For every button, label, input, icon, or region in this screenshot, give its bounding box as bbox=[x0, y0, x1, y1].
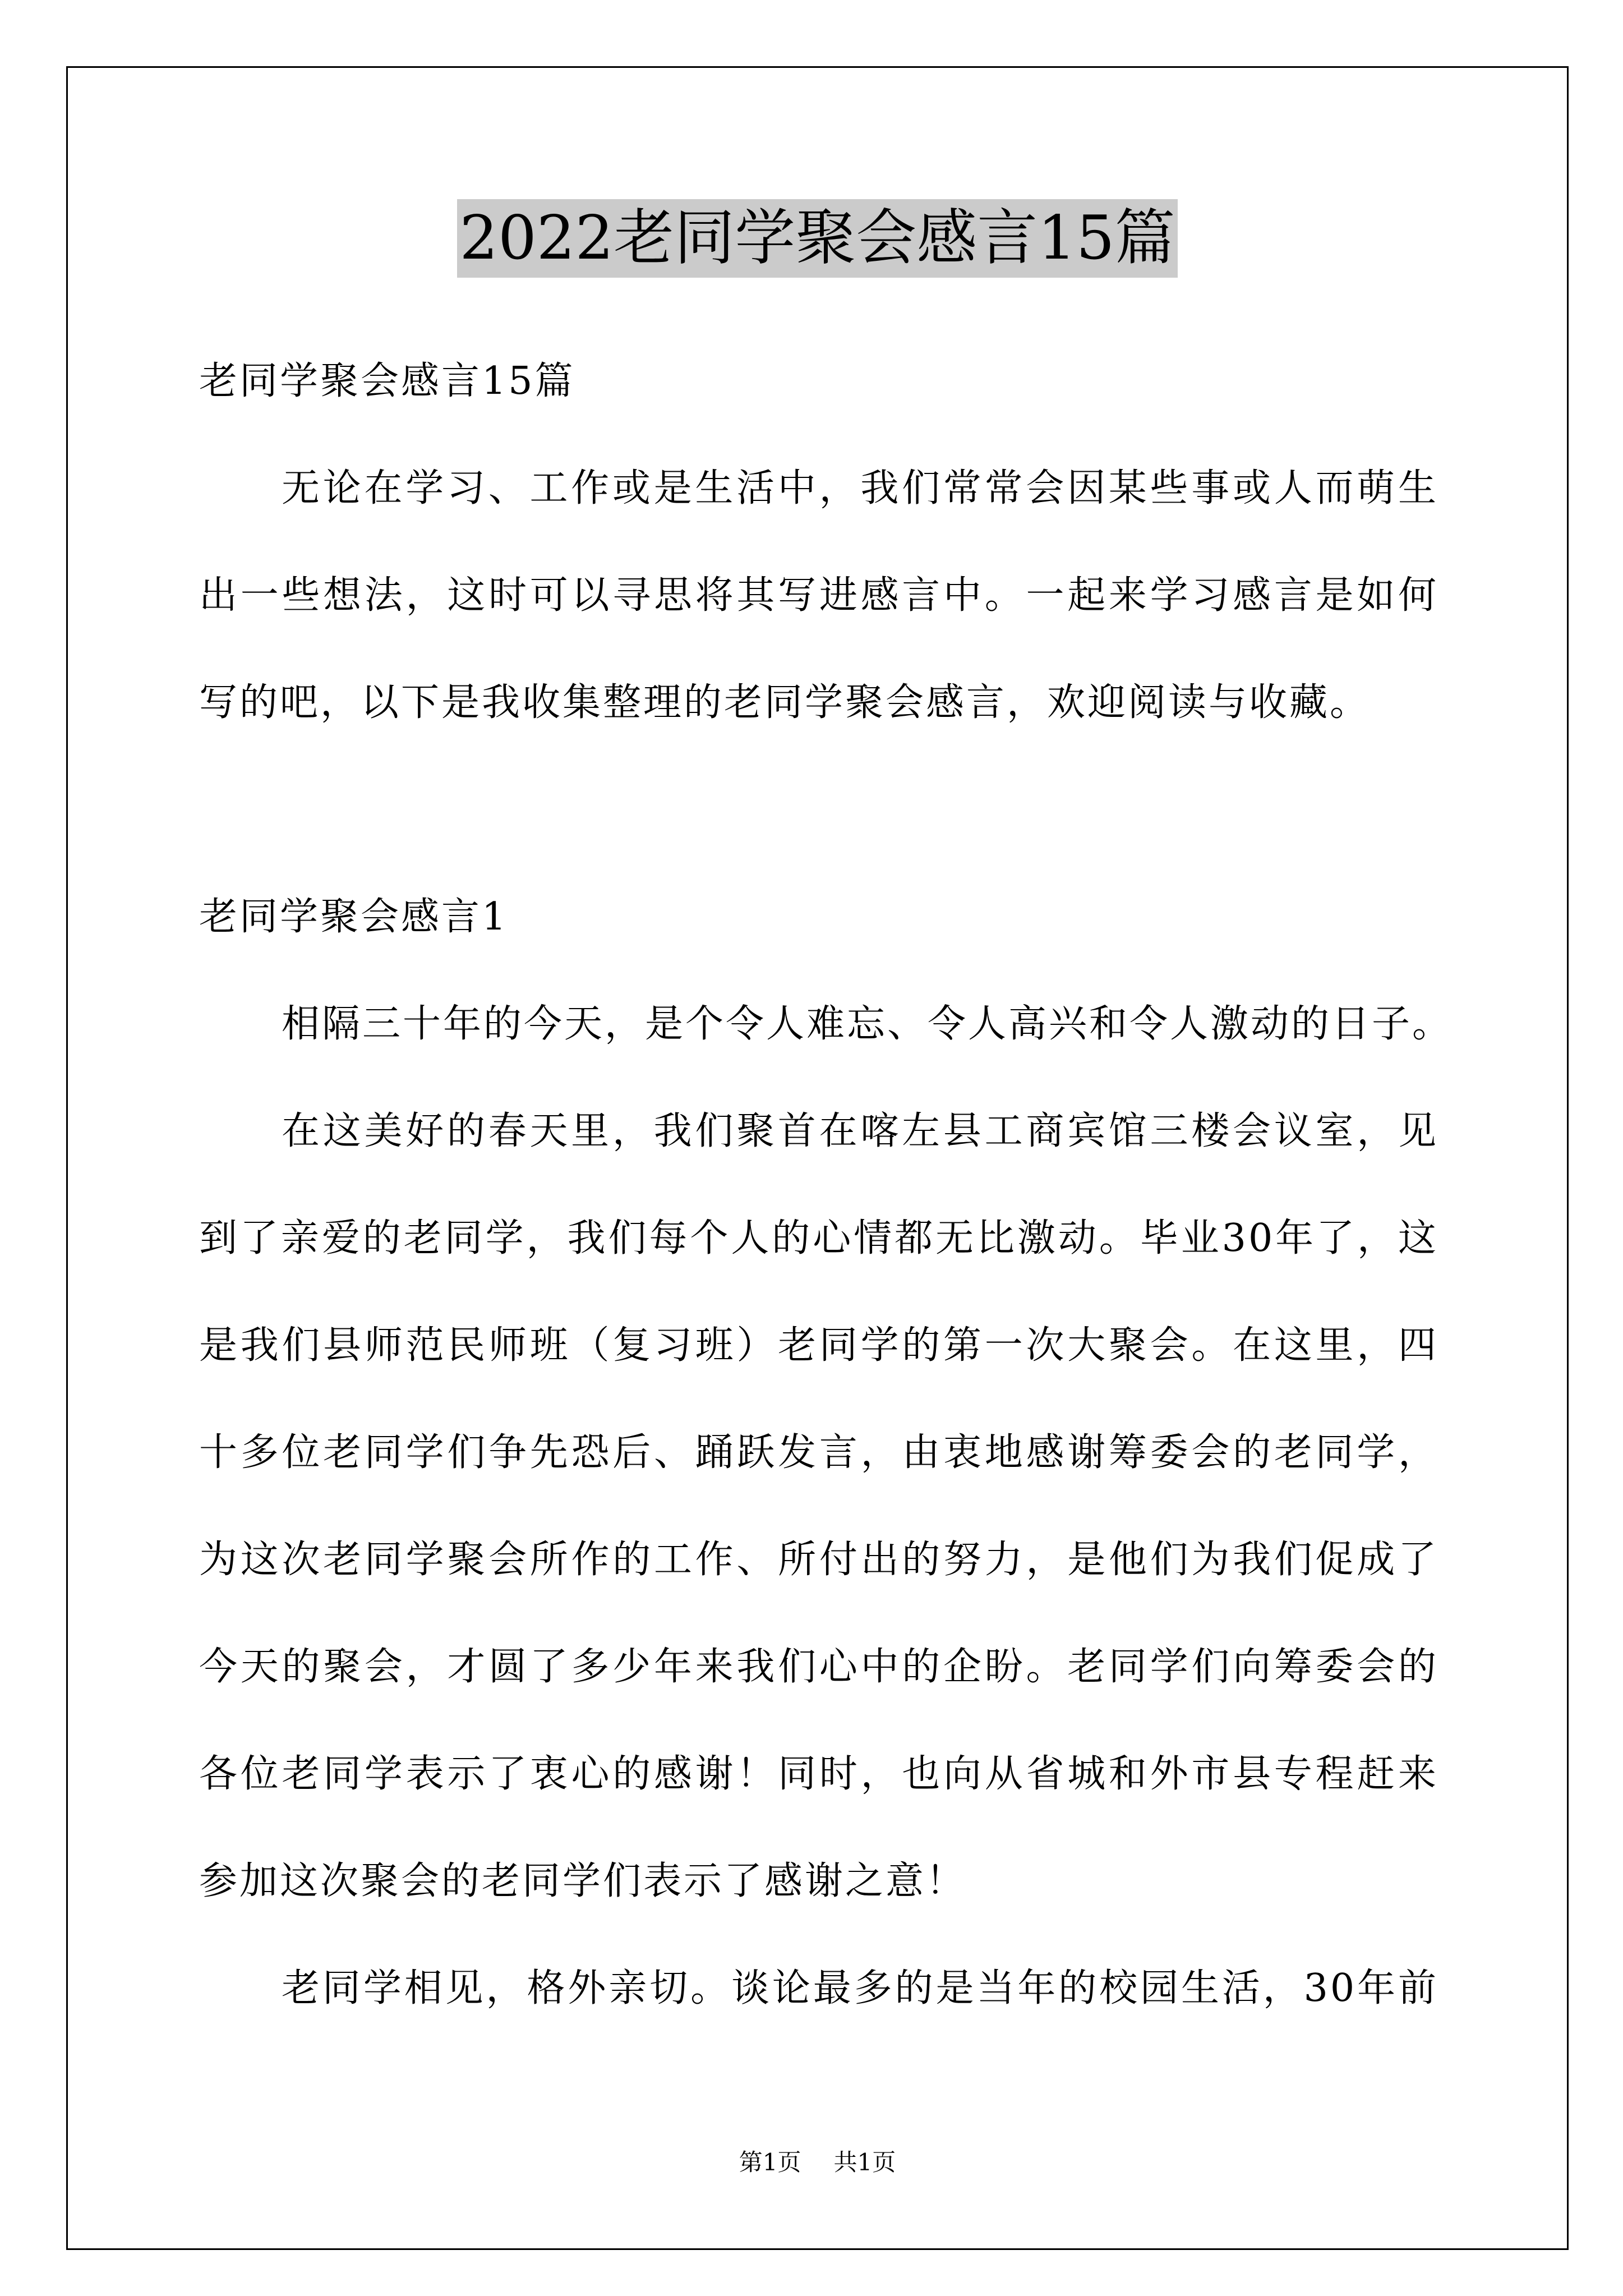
paragraph-line: 各位老同学表示了衷心的感谢！同时，也向从省城和外市县专程赶来 bbox=[199, 1752, 1438, 1796]
paragraph-line: 在这美好的春天里，我们聚首在喀左县工商宾馆三楼会议室，见 bbox=[282, 1109, 1438, 1153]
title-block bbox=[66, 199, 1569, 278]
section-heading: 老同学聚会感言1 bbox=[199, 895, 509, 939]
paragraph-line: 写的吧，以下是我收集整理的老同学聚会感言，欢迎阅读与收藏。 bbox=[199, 680, 1371, 725]
paragraph-line: 为这次老同学聚会所作的工作、所付出的努力，是他们为我们促成了 bbox=[199, 1538, 1438, 1582]
paragraph-line: 是我们县师范民师班（复习班）老同学的第一次大聚会。在这里，四 bbox=[199, 1323, 1438, 1368]
paragraph-line: 十多位老同学们争先恐后、踊跃发言，由衷地感谢筹委会的老同学， bbox=[199, 1430, 1438, 1475]
section-1 bbox=[199, 863, 1453, 2042]
page-number: 第1页 bbox=[739, 2148, 801, 2176]
paragraph-line: 相隔三十年的今天，是个令人难忘、令人高兴和令人激动的日子。 bbox=[282, 1002, 1453, 1046]
paragraph bbox=[199, 1078, 1438, 1935]
paragraph-line: 无论在学习、工作或是生活中，我们常常会因某些事或人而萌生 bbox=[282, 466, 1438, 510]
paragraph-line: 出一些想法，这时可以寻思将其写进感言中。一起来学习感言是如何 bbox=[199, 573, 1438, 618]
paragraph-line: 老同学相见，格外亲切。谈论最多的是当年的校园生活，30年前 bbox=[282, 1966, 1438, 2010]
paragraph-line: 参加这次聚会的老同学们表示了感谢之意！ bbox=[199, 1859, 967, 1903]
paragraph bbox=[199, 970, 1453, 1078]
paragraph bbox=[199, 1935, 1438, 2042]
paragraph-line: 到了亲爱的老同学，我们每个人的心情都无比激动。毕业30年了，这 bbox=[199, 1216, 1438, 1260]
document-title: 2022老同学聚会感言15篇 bbox=[457, 199, 1177, 278]
page-total: 共1页 bbox=[833, 2148, 896, 2176]
page-footer bbox=[66, 2148, 1569, 2177]
paragraph-line: 今天的聚会，才圆了多少年来我们心中的企盼。老同学们向筹委会的 bbox=[199, 1645, 1438, 1689]
document-body bbox=[199, 328, 1453, 2042]
document-subtitle: 老同学聚会感言15篇 bbox=[199, 359, 575, 403]
intro-paragraph bbox=[199, 435, 1438, 756]
